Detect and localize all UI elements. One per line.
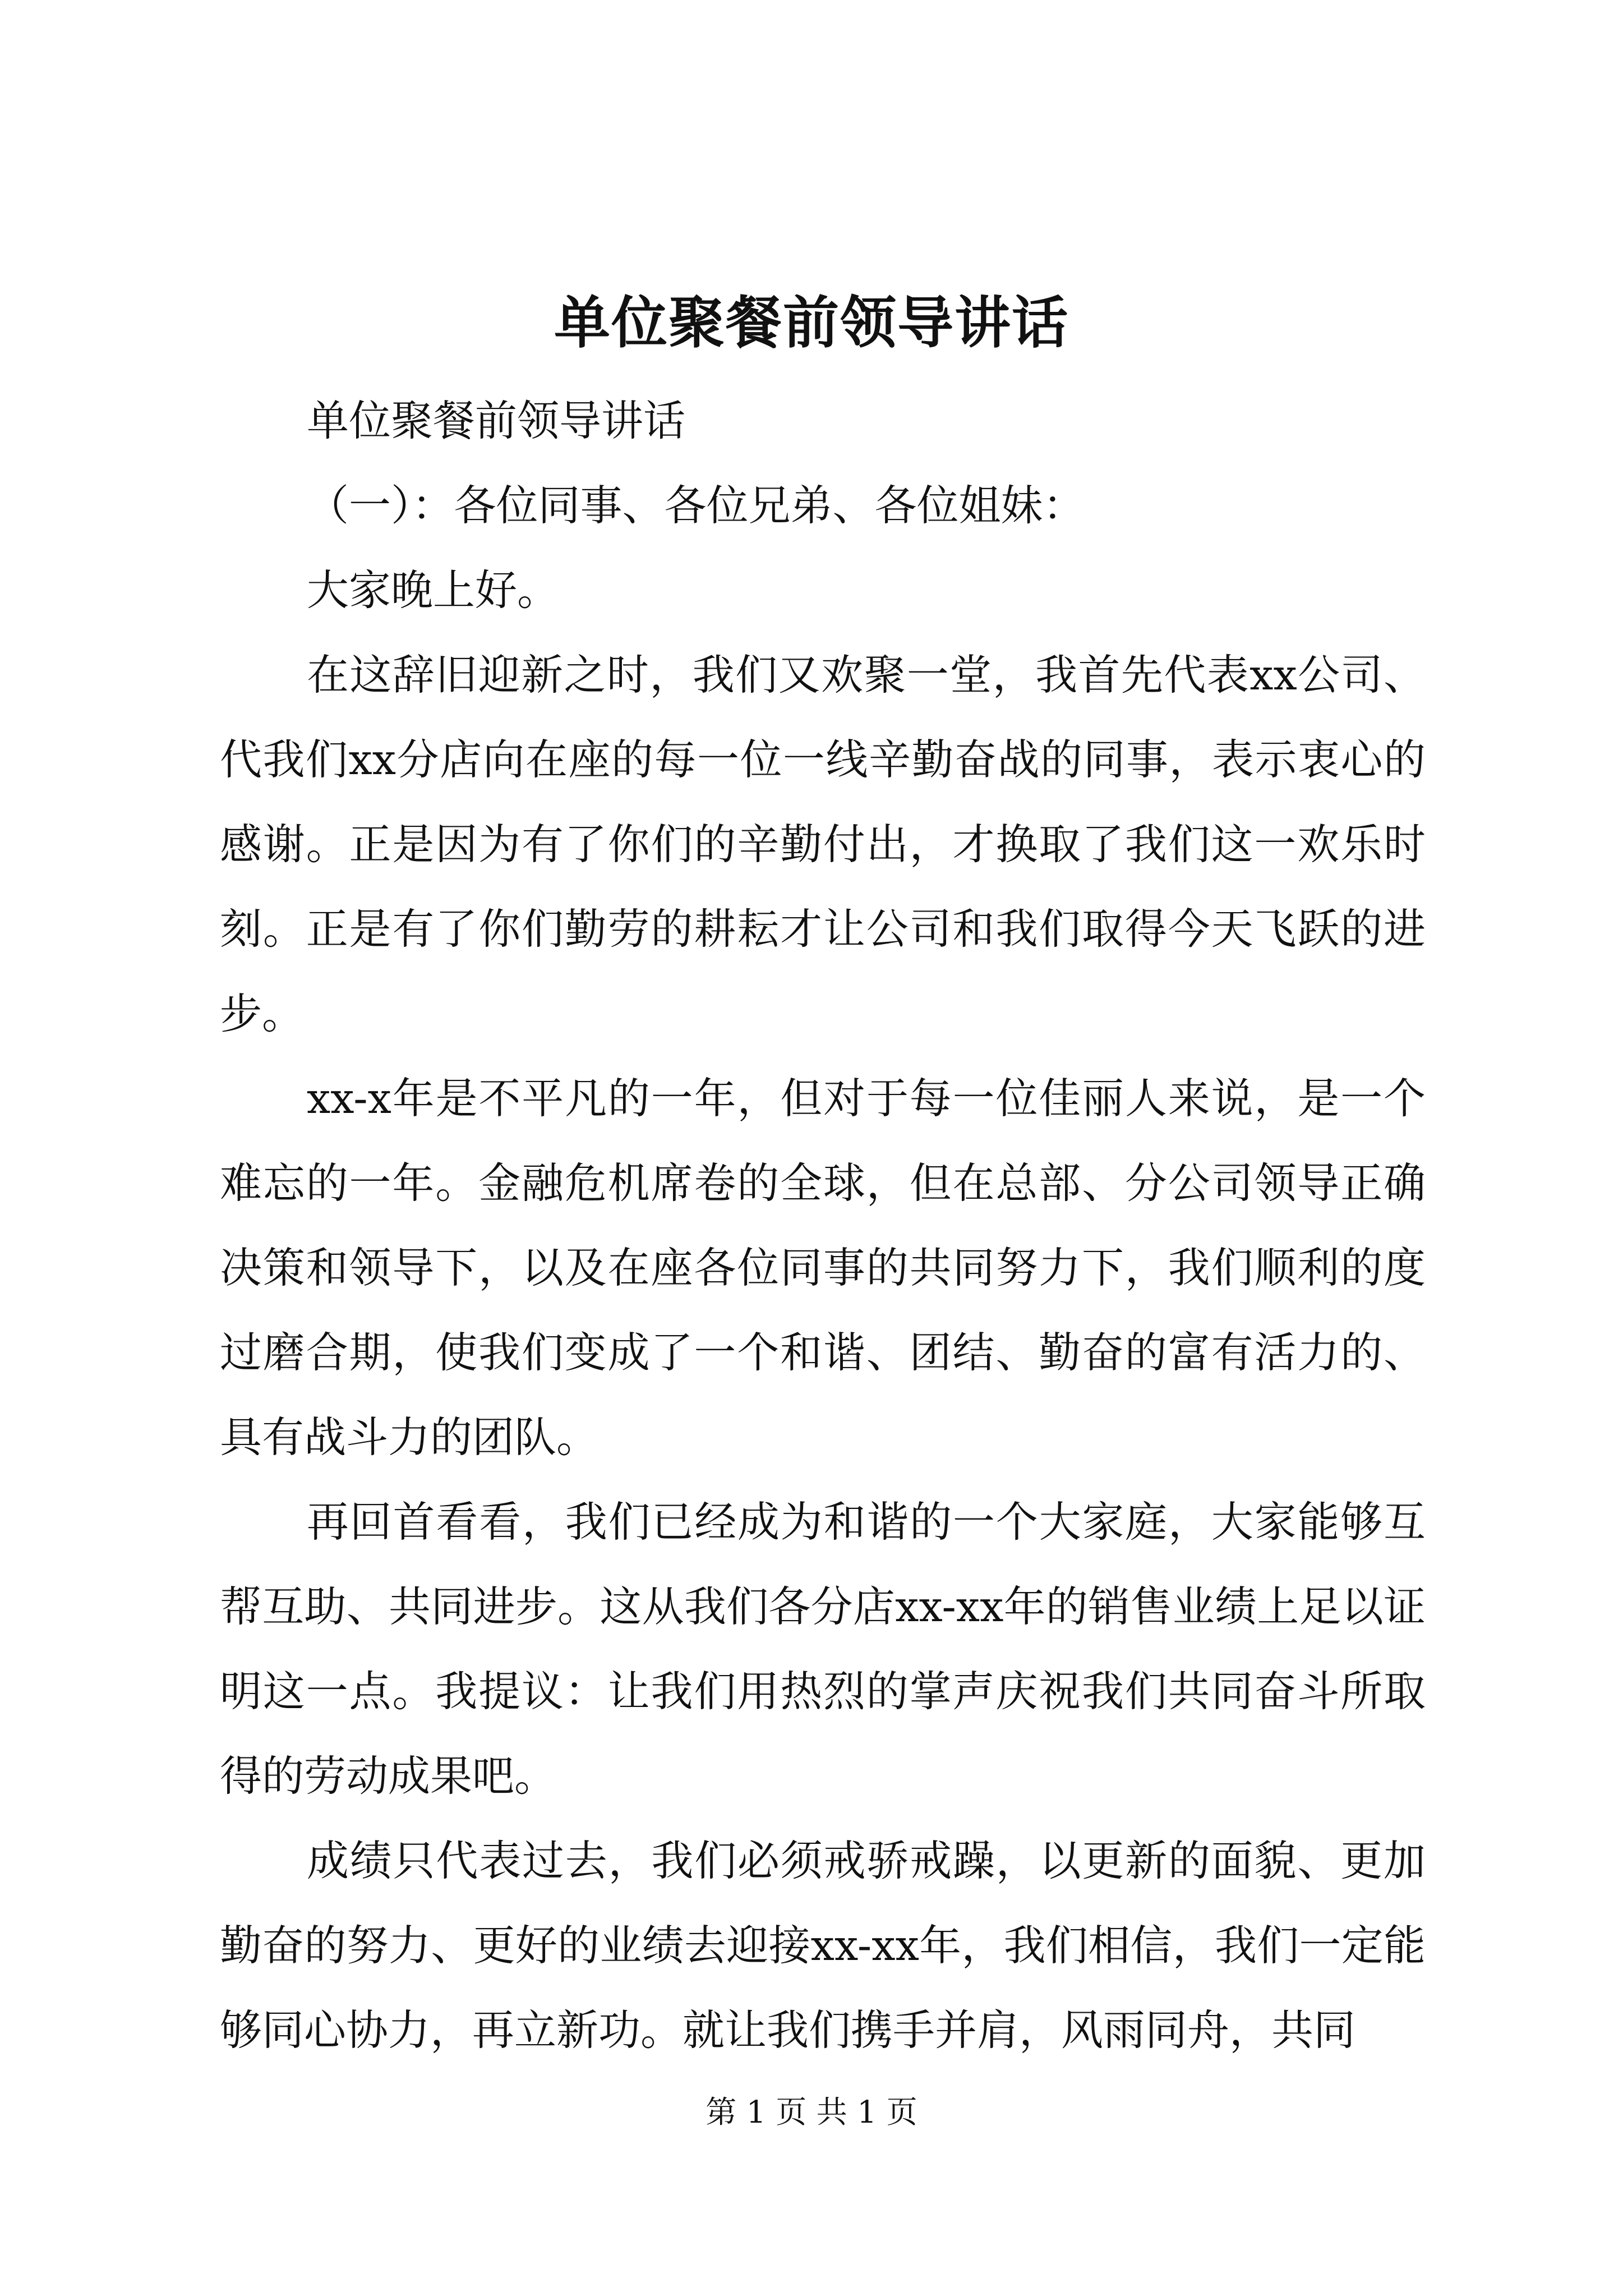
paragraph-salutation: （一）：各位同事、各位兄弟、各位姐妹：	[307, 481, 1085, 530]
paragraph-thanks: 在这辞旧迎新之时，我们又欢聚一堂，我首先代表xx公司、代我们xx分店向在座的每一位一线辛勤奋战的同事，表示衷心的感谢。正是因为有了你们的辛勤付出，才换取了我们这一欢乐时刻。正是有了你们勤劳的耕耘才让公司和我们取得今天飞跃的进步。	[220, 650, 1426, 1038]
paragraph-subtitle: 单位聚餐前领导讲话	[307, 396, 686, 445]
paragraph-future: 成绩只代表过去，我们必须戒骄戒躁，以更新的面貌、更加勤奋的努力、更好的业绩去迎接xx-xx年，我们相信，我们一定能够同心协力，再立新功。就让我们携手并肩，风雨同舟，共同	[220, 1836, 1426, 2055]
page-number-footer: 第 1 页 共 1 页	[706, 2094, 917, 2130]
paragraph-greeting: 大家晚上好。	[307, 565, 560, 615]
document-title: 单位聚餐前领导讲话	[554, 289, 1069, 356]
paragraph-year-review: xx-x年是不平凡的一年，但对于每一位佳丽人来说，是一个难忘的一年。金融危机席卷的全球，但在总部、分公司领导正确决策和领导下，以及在座各位同事的共同努力下，我们顺利的度过磨合期，使我们变成了一个和谐、团结、勤奋的富有活力的、具有战斗力的团队。	[220, 1074, 1426, 1462]
paragraph-look-back: 再回首看看，我们已经成为和谐的一个大家庭，大家能够互帮互助、共同进步。这从我们各分店xx-xx年的销售业绩上足以证明这一点。我提议：让我们用热烈的掌声庆祝我们共同奋斗所取得的劳动成果吧。	[220, 1497, 1426, 1801]
document-body	[220, 379, 1426, 2073]
